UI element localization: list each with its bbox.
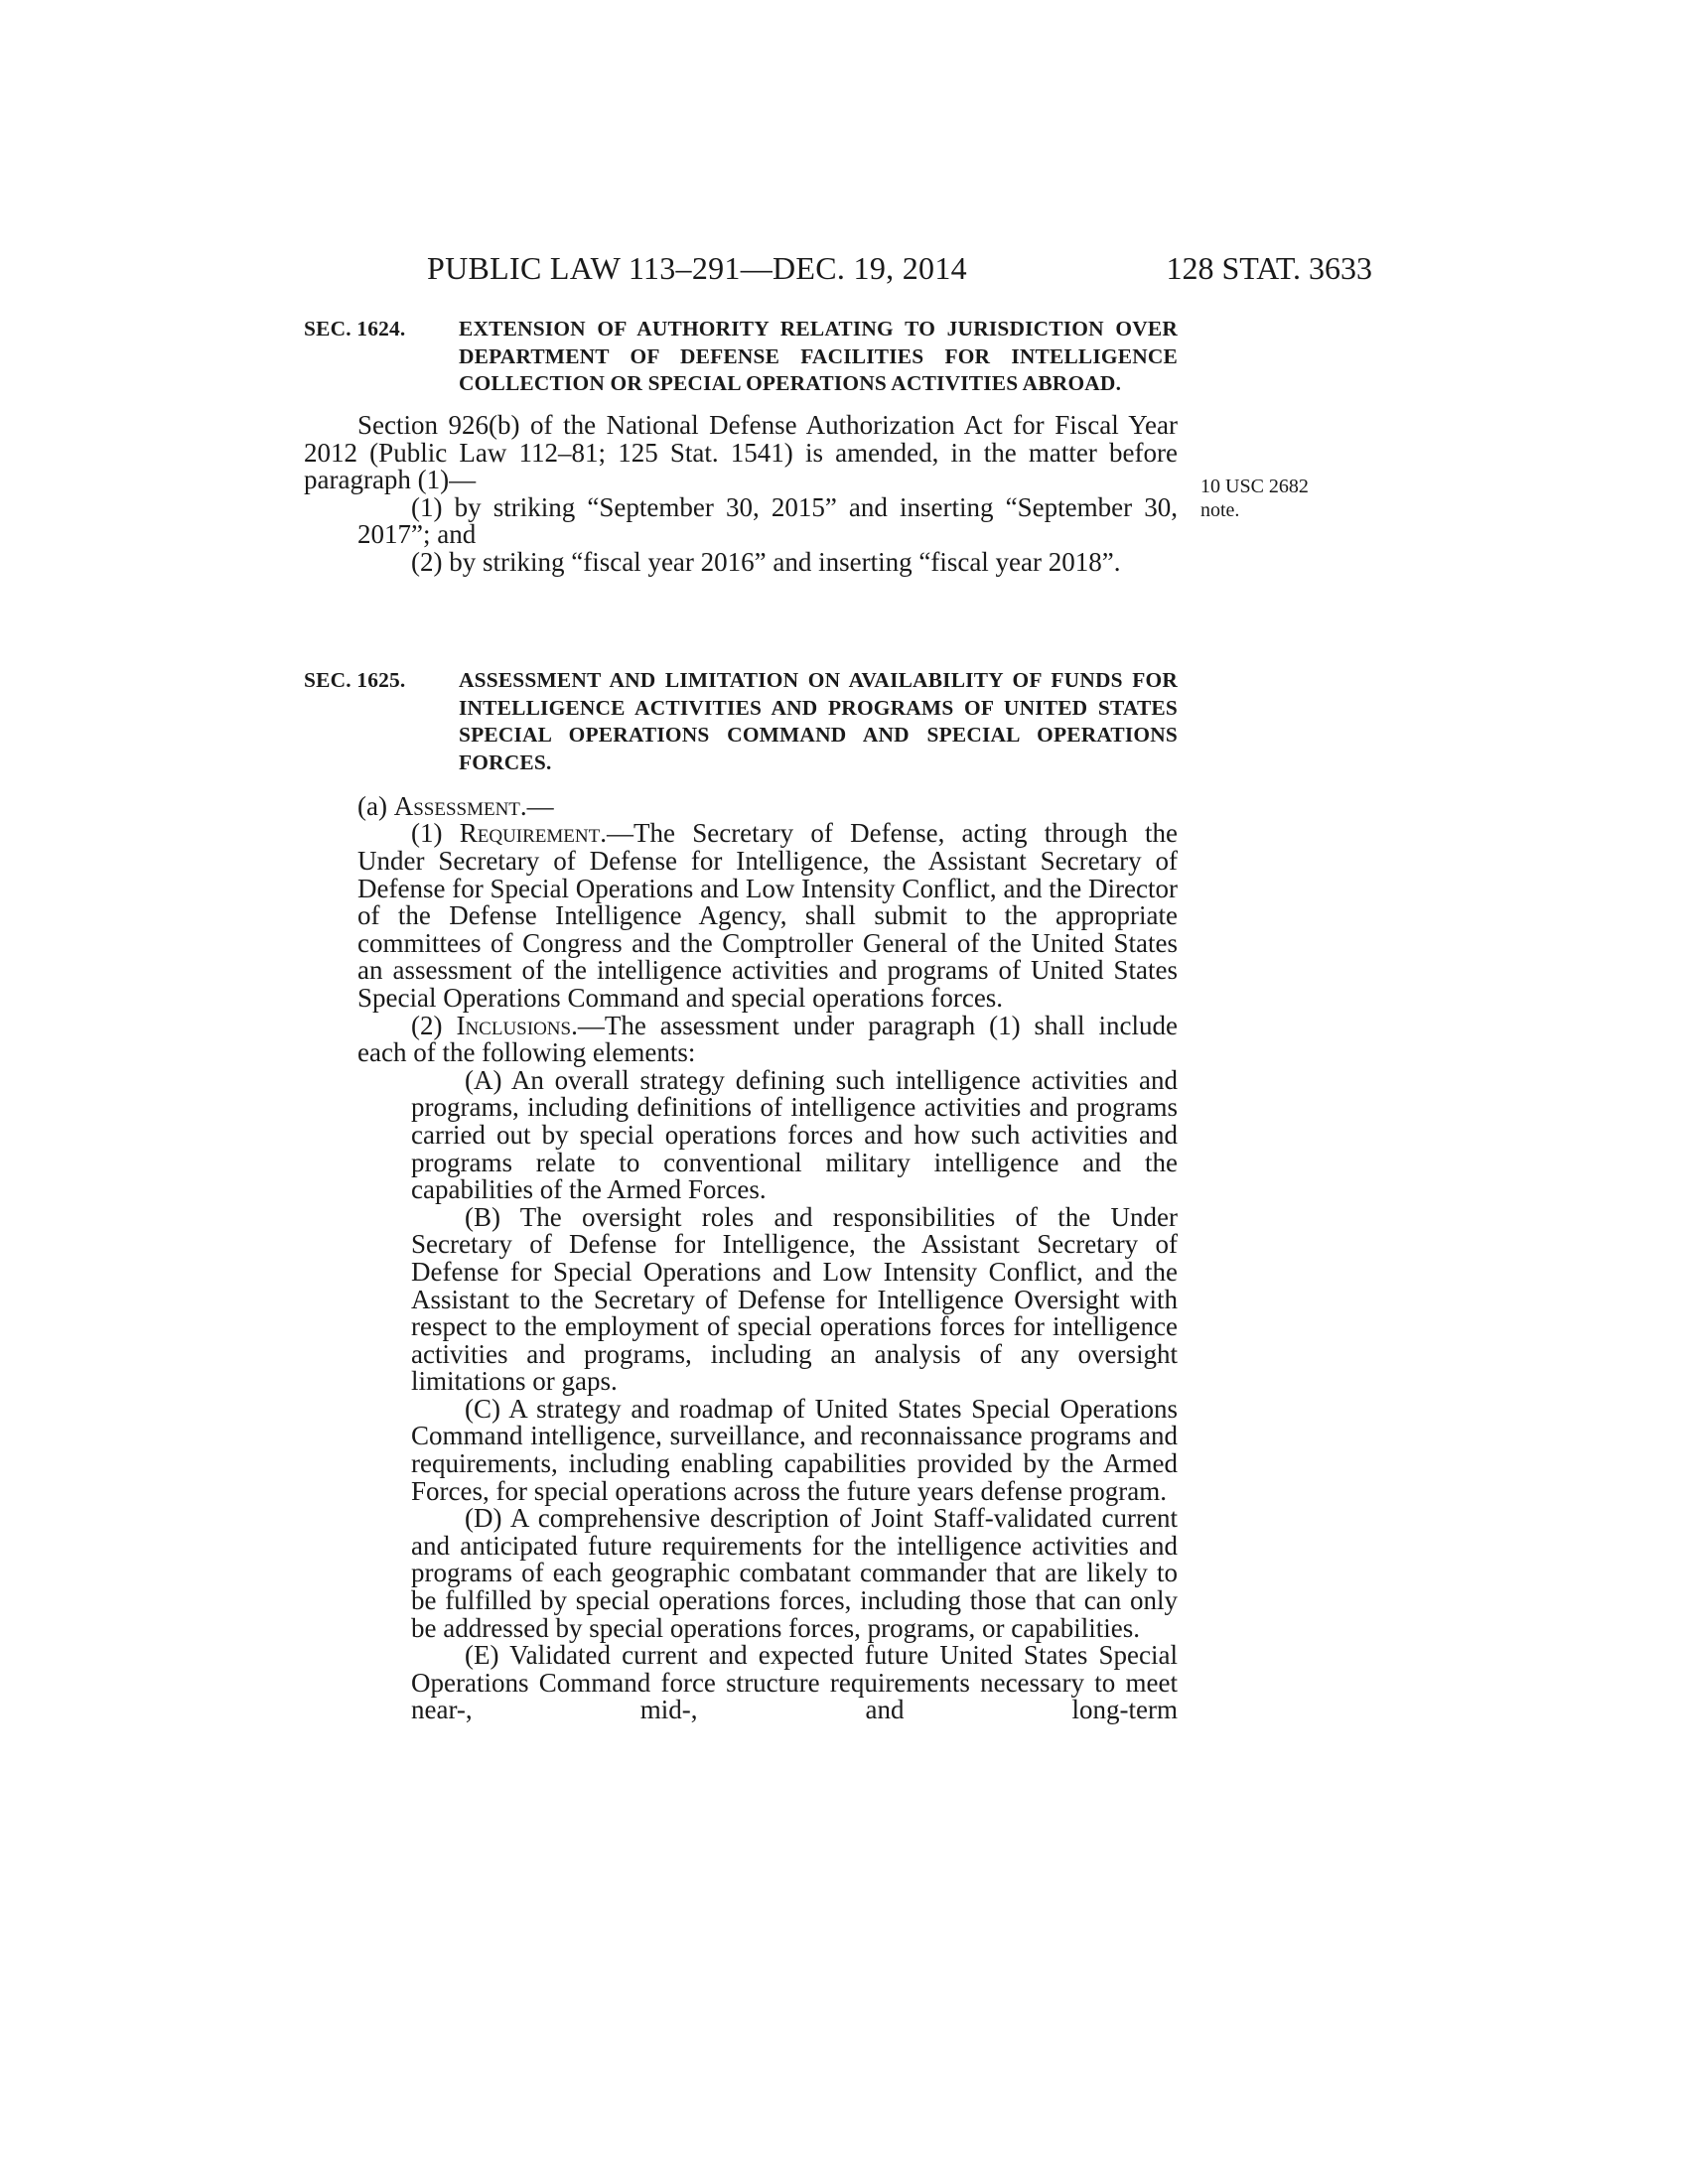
section-1625 [304, 667, 1178, 1724]
section-1624-label: SEC. 1624. [304, 317, 406, 341]
section-1624-title: EXTENSION OF AUTHORITY RELATING TO JURISDICTION OVER DEPARTMENT OF DEFENSE FACILITIES FOR INTELLIGENCE COLLECTION OR SPECIAL OPERATIONS ACTIVITIES ABROAD. [459, 317, 1178, 396]
paragraph-2-inclusions: (2) Inclusions.—The assessment under paragraph (1) shall include each of the following elements: [357, 1010, 1178, 1068]
section-1624-item-1: (1) by striking “September 30, 2015” and inserting “September 30, 2017”; and [357, 491, 1178, 550]
margin-note [1200, 475, 1309, 522]
margin-note-citation: 10 USC 2682 [1200, 476, 1309, 497]
subsection-a-heading: (a) Assessment.— [357, 790, 554, 821]
running-head: PUBLIC LAW 113–291—DEC. 19, 2014 [427, 250, 967, 286]
margin-note-label: note. [1200, 499, 1240, 521]
section-1625-heading [304, 667, 1178, 777]
element-C: (C) A strategy and roadmap of United States Special Operations Command intelligence, surveillance, and reconnaissance programs and requirements, including enabling capabilities provided by the Armed Forces, for special operations across the future years defense program. [411, 1393, 1178, 1506]
element-A: (A) An overall strategy defining such intelligence activities and programs, including definitions of intelligence activities and programs carried out by special operations forces and how such activities and programs relate to conventional military intelligence and the capabilities of the Armed Forces. [411, 1064, 1178, 1205]
element-E: (E) Validated current and expected future United States Special Operations Command force structure requirements necessary to meet near-, mid-, and long-term [411, 1640, 1178, 1725]
section-1624-intro: Section 926(b) of the National Defense Authorization Act for Fiscal Year 2012 (Public Law 112–81; 125 Stat. 1541) is amended, in the matter before paragraph (1)— [304, 410, 1178, 495]
element-D: (D) A comprehensive description of Joint Staff-validated current and anticipated future requirements for the intelligence activities and programs of each geographic combatant commander that are likely to be fulfilled by special operations forces, including those that can only be addressed by special operations forces, programs, or capabilities. [411, 1503, 1178, 1643]
stat-page-number: 128 STAT. 3633 [1166, 250, 1372, 286]
section-1625-title: ASSESSMENT AND LIMITATION ON AVAILABILITY OF FUNDS FOR INTELLIGENCE ACTIVITIES AND PROGRAMS OF UNITED STATES SPECIAL OPERATIONS COMMAND AND SPECIAL OPERATIONS FORCES. [459, 668, 1178, 775]
element-B: (B) The oversight roles and responsibilities of the Under Secretary of Defense for Intelligence, the Assistant Secretary of Defense for Special Operations and Low Intensity Conflict, and the Assistant to the Secretary of Defense for Intelligence Oversight with respect to the employment of special operations forces for intelligence activities and programs, including an analysis of any oversight limitations or gaps. [411, 1201, 1178, 1397]
section-1625-label: SEC. 1625. [304, 668, 406, 692]
section-1624-item-2: (2) by striking “fiscal year 2016” and inserting “fiscal year 2018”. [411, 547, 1121, 578]
paragraph-1-requirement: (1) Requirement.—The Secretary of Defense, acting through the Under Secretary of Defense for Intelligence, the Assistant Secretary of Defense for Special Operations and Low Intensity Conflict, and the Director of the Defense Intelligence Agency, shall submit to the appropriate committees of Congress and the Comptroller General of the United States an assessment of the intelligence activities and programs of United States Special Operations Command and special operations forces. [357, 818, 1178, 1013]
section-1624-heading [304, 316, 1178, 398]
section-1624 [304, 316, 1178, 577]
